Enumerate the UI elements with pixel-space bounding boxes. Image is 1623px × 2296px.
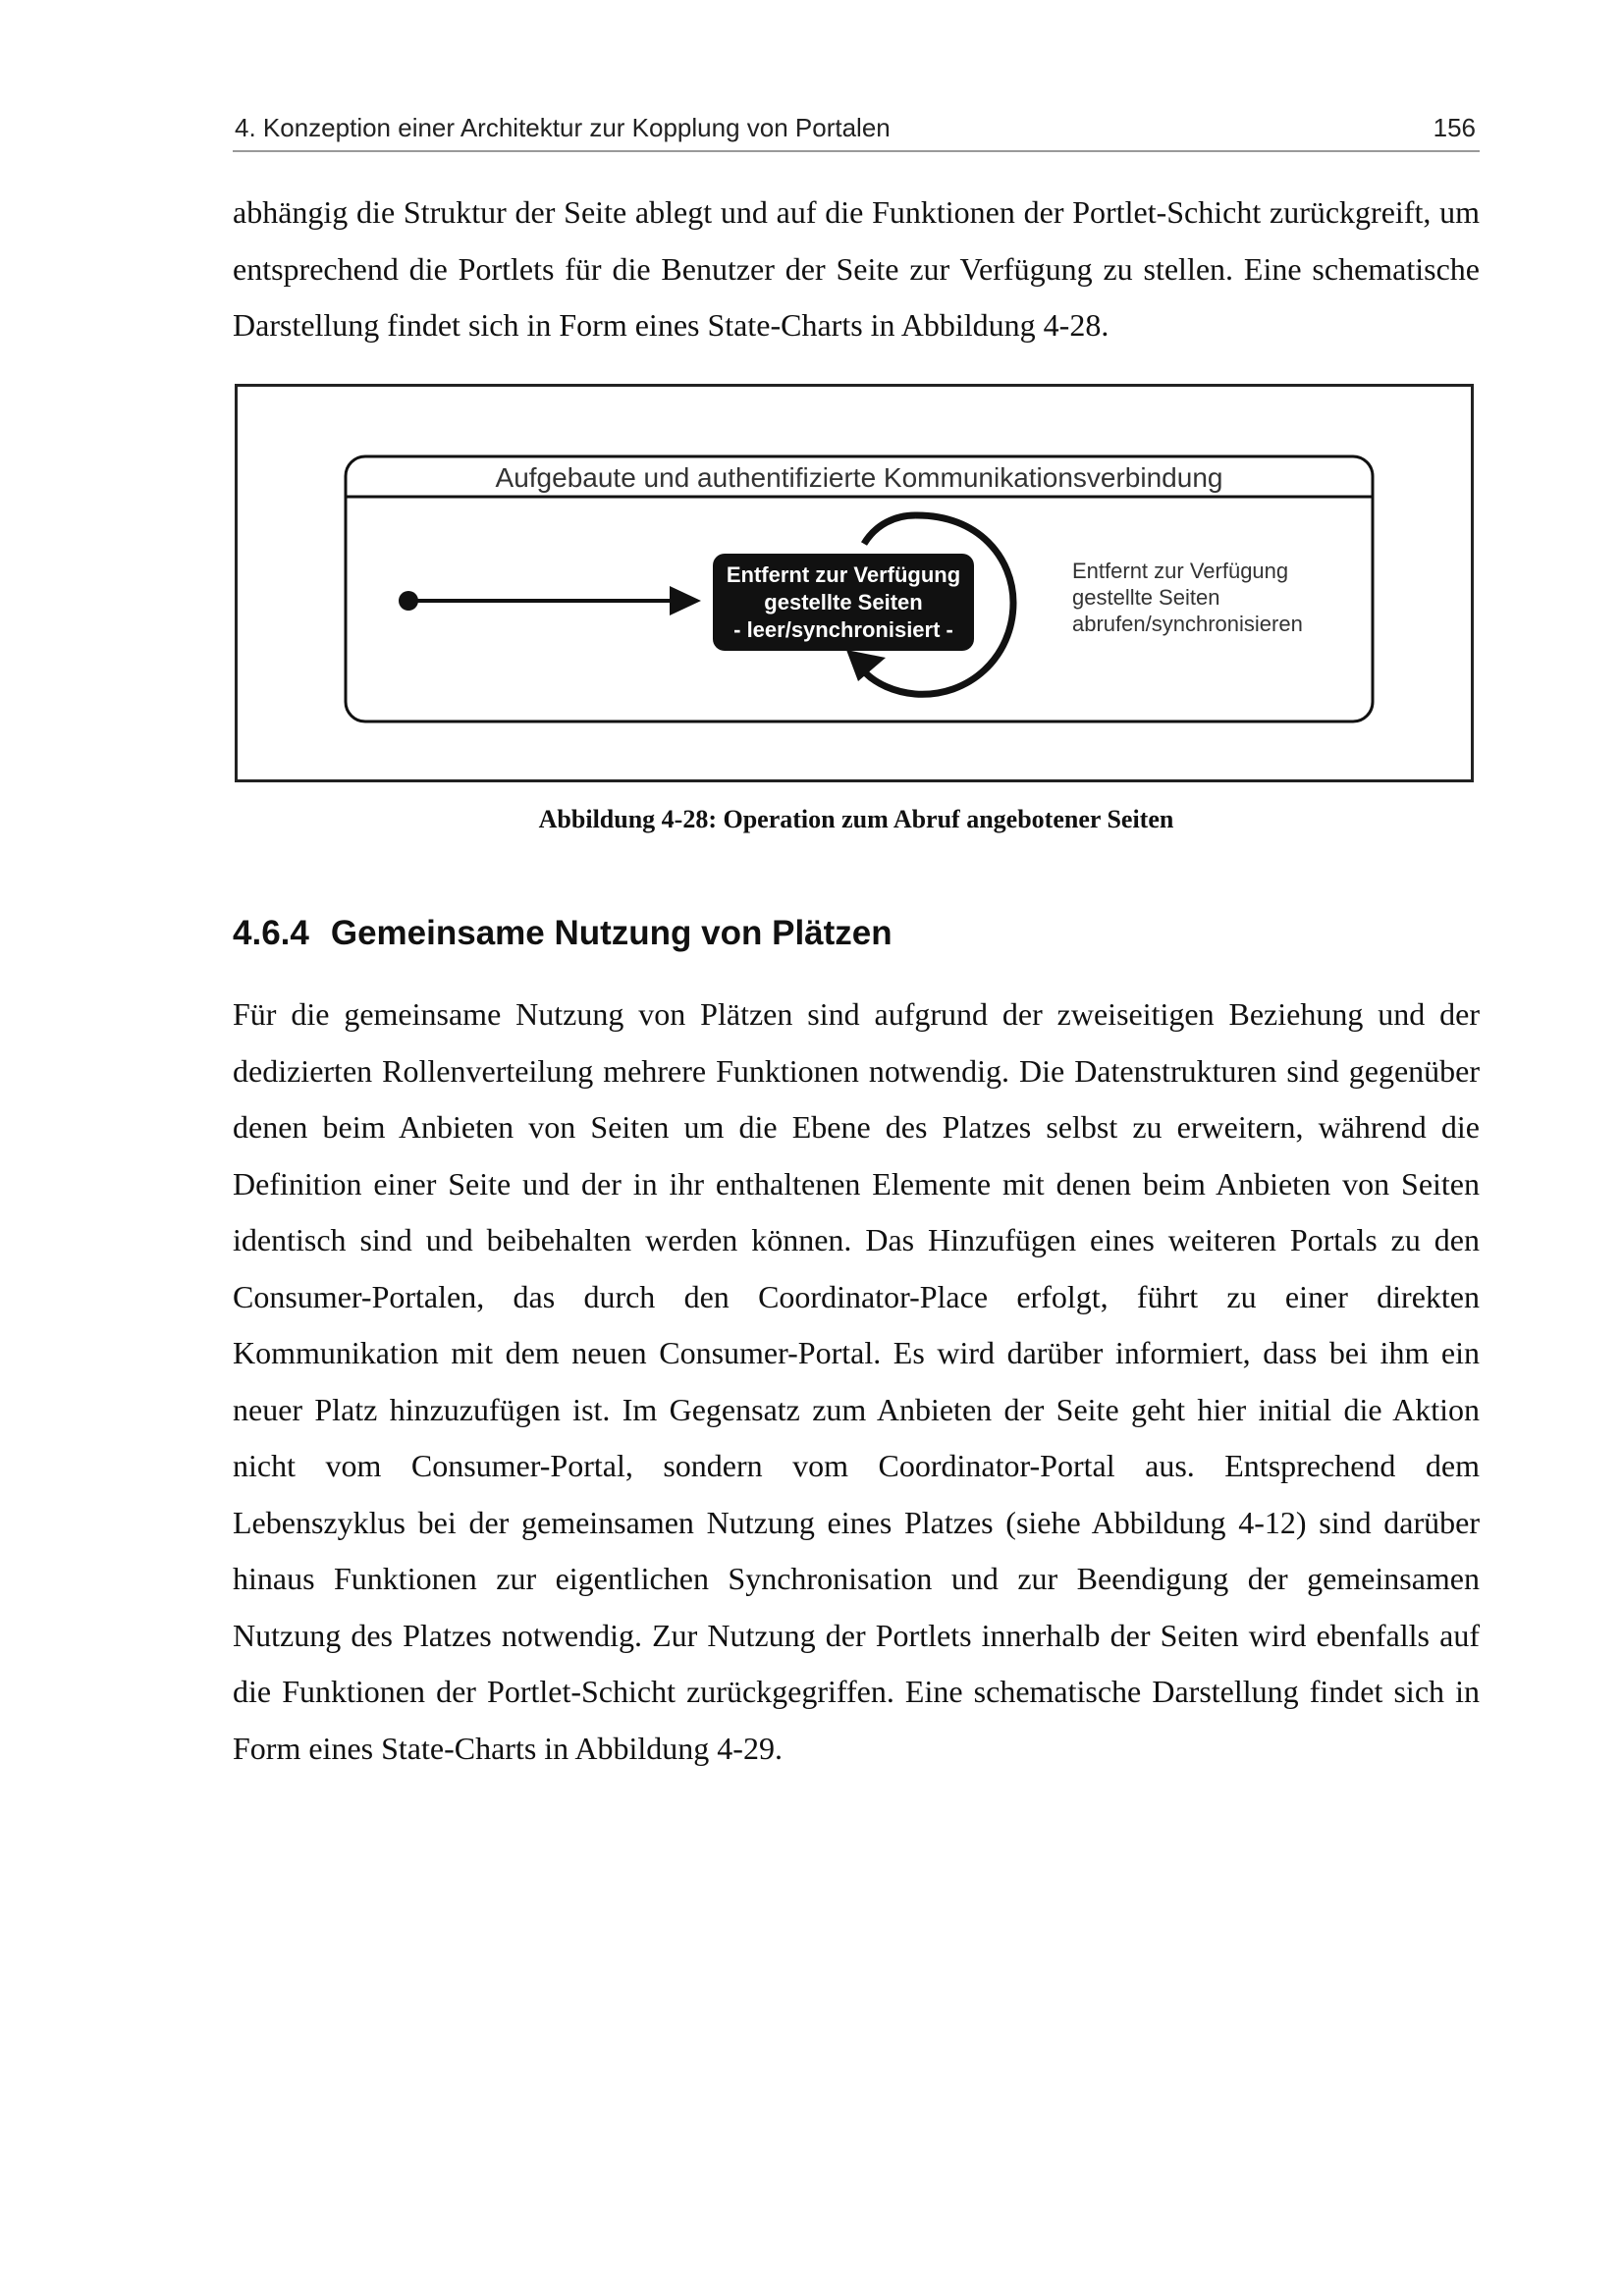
section-number: 4.6.4: [233, 914, 309, 952]
inner-state-line-3: - leer/synchronisiert -: [733, 617, 953, 642]
transition-label-line-3: abrufen/synchronisieren: [1072, 612, 1303, 636]
outer-state-label: Aufgebaute und authentifizierte Kommunikationsverbindung: [495, 462, 1223, 493]
body-paragraph-1: abhängig die Struktur der Seite ablegt und auf die Funktionen der Portlet-Schicht zurückgreift, um entsprechend die Portlets für die Benutzer der Seite zur Verfügung zu stellen. Eine schematische Darstellung findet sich in Form eines State-Charts in Abbildung 4-28.: [233, 194, 1480, 343]
self-transition-loop-top: [864, 515, 915, 544]
section-heading: [233, 914, 893, 953]
inner-state-line-1: Entfernt zur Verfügung: [726, 562, 961, 587]
inner-state-line-2: gestellte Seiten: [764, 590, 923, 614]
initial-transition-arrowhead: [670, 586, 701, 615]
figure-4-28: [235, 384, 1474, 782]
section-title: Gemeinsame Nutzung von Plätzen: [330, 914, 893, 952]
page-number: 156: [1433, 113, 1476, 142]
figure-caption: Abbildung 4-28: Operation zum Abruf angebotener Seiten: [538, 805, 1174, 833]
chapter-title: 4. Konzeption einer Architektur zur Kopplung von Portalen: [235, 113, 891, 142]
transition-label-line-2: gestellte Seiten: [1072, 585, 1220, 610]
running-header: [233, 111, 1480, 152]
state-chart-diagram: [238, 387, 1471, 779]
transition-label-line-1: Entfernt zur Verfügung: [1072, 559, 1289, 583]
body-paragraph-2: Für die gemeinsame Nutzung von Plätzen sind aufgrund der zweiseitigen Beziehung und der dedizierten Rollenverteilung mehrere Funktionen notwendig. Die Datenstrukturen sind gegenüber denen beim Anbieten von Seiten um die Ebene des Platzes selbst zu erweitern, während die Definition einer Seite und der in ihr enthaltenen Elemente mit denen beim Anbieten von Seiten identisch sind und beibehalten werden können. Das Hinzufügen eines weiteren Portals zu den Consumer-Portalen, das durch den Coordinator-Place erfolgt, führt zu einer direkten Kommunikation mit dem neuen Consumer-Portal. Es wird darüber informiert, dass bei ihm ein neuer Platz hinzuzufügen ist. Im Gegensatz zum Anbieten der Seite geht hier initial die Aktion nicht vom Consumer-Portal, sondern vom Coordinator-Portal aus. Entsprechend dem Lebenszyklus bei der gemeinsamen Nutzung eines Platzes (siehe Abbildung 4-12) sind darüber hinaus Funktionen zur eigentlichen Synchronisation und zur Beendigung der gemeinsamen Nutzung des Platzes notwendig. Zur Nutzung der Portlets innerhalb der Seiten wird ebenfalls auf die Funktionen der Portlet-Schicht zurückgegriffen. Eine schematische Darstellung findet sich in Form eines State-Charts in Abbildung 4-29.: [233, 996, 1480, 1766]
